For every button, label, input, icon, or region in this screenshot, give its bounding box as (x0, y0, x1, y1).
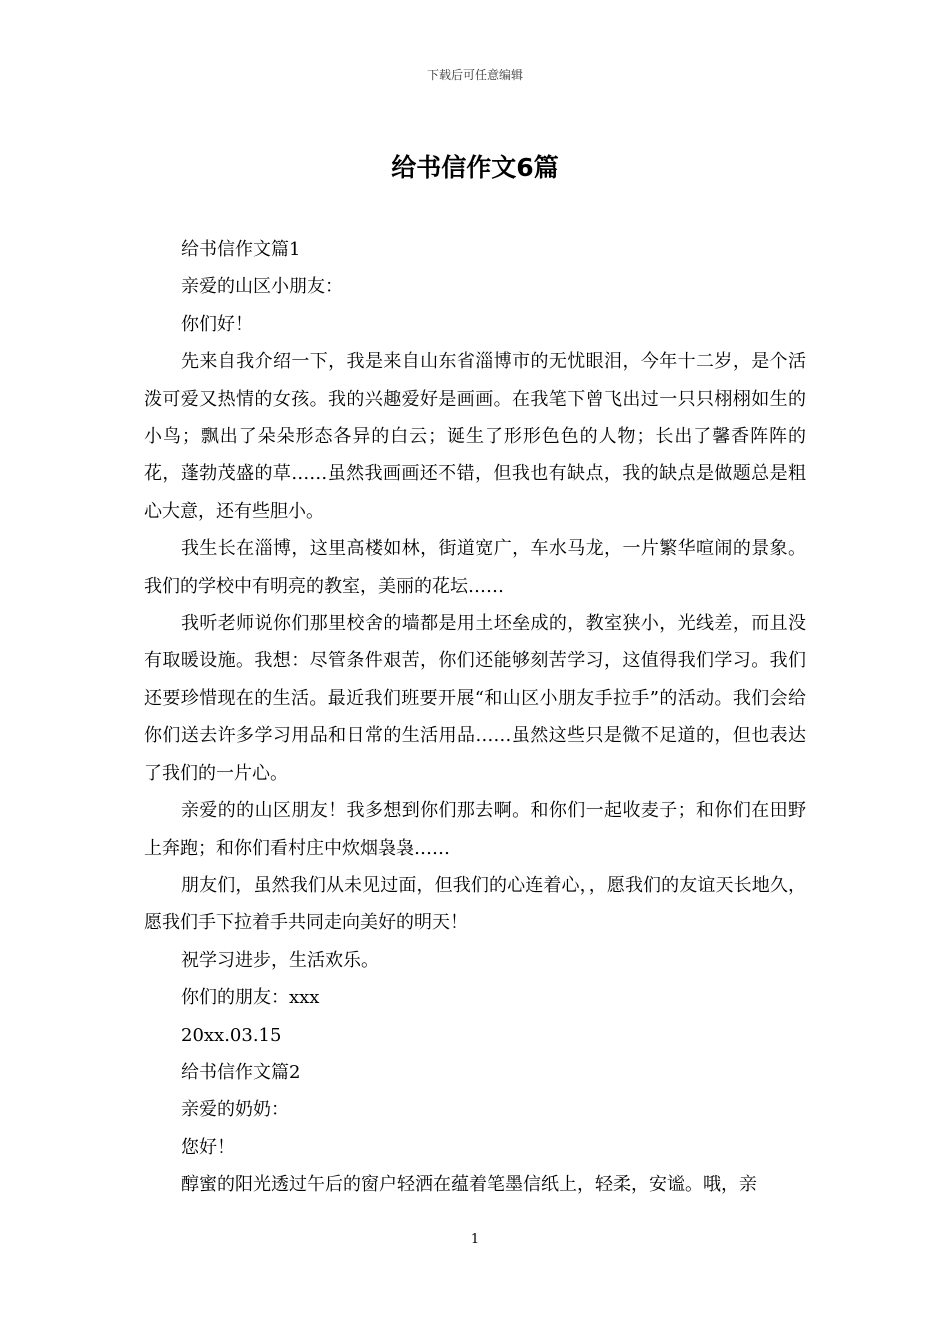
section-heading: 给书信作文篇1 (181, 239, 301, 260)
body-paragraph: 朋友们，虽然我们从未见过面，但我们的心连着心，，愿我们的友谊天长地久，愿我们手下拉着手共同走向美好的明天！ (144, 874, 806, 934)
letter-date: 20xx.03.15 (181, 1024, 282, 1046)
section-heading: 给书信作文篇2 (181, 1061, 301, 1083)
closing-wish: 祝学习进步，生活欢乐。 (181, 949, 379, 971)
body-paragraph: 亲爱的的山区朋友！我多想到你们那去啊。和你们一起收麦子；和你们在田野上奔跑；和你们看村庄中炊烟袅袅…… (144, 800, 806, 859)
page-number: 1 (470, 1232, 480, 1247)
body-paragraph: 我生长在淄博，这里高楼如林，街道宽广，车水马龙，一片繁华喧闹的景象。我们的学校中有明亮的教室，美丽的花坛…… (144, 538, 806, 597)
salutation: 亲爱的山区小朋友： (181, 276, 343, 298)
header-note: 下载后可任意编辑 (426, 68, 523, 82)
body-paragraph: 先来自我介绍一下，我是来自山东省淄博市的无忧眼泪，今年十二岁，是个活泼可爱又热情的女孩。我的兴趣爱好是画画。在我笔下曾飞出过一只只栩栩如生的小鸟；飘出了朵朵形态各异的白云；诞生了形形色色的人物；长出了馨香阵阵的花，蓬勃茂盛的草……虽然我画画还不错，但我也有缺点，我的缺点是做题总是粗心大意，还有些胆小。 (144, 351, 806, 522)
greeting: 你们好！ (181, 313, 253, 335)
document-title: 给书信作文6篇 (391, 153, 559, 182)
document-body (144, 231, 806, 1204)
body-paragraph: 我听老师说你们那里校舍的墙都是用土坯垒成的，教室狭小，光线差，而且没有取暖设施。我想：尽管条件艰苦，你们还能够刻苦学习，这值得我们学习。我们还要珍惜现在的生活。最近我们班要开展“和山区小朋友手拉手”的活动。我们会给你们送去许多学习用品和日常的生活用品……虽然这些只是微不足道的，但也表达了我们的一片心。 (144, 613, 806, 784)
body-paragraph: 醇蜜的阳光透过午后的窗户轻洒在蕴着笔墨信纸上，轻柔，安谧。哦，亲 (181, 1174, 757, 1196)
signature: 你们的朋友：xxx (181, 987, 320, 1009)
greeting: 您好！ (181, 1136, 235, 1158)
salutation: 亲爱的奶奶： (181, 1099, 289, 1121)
